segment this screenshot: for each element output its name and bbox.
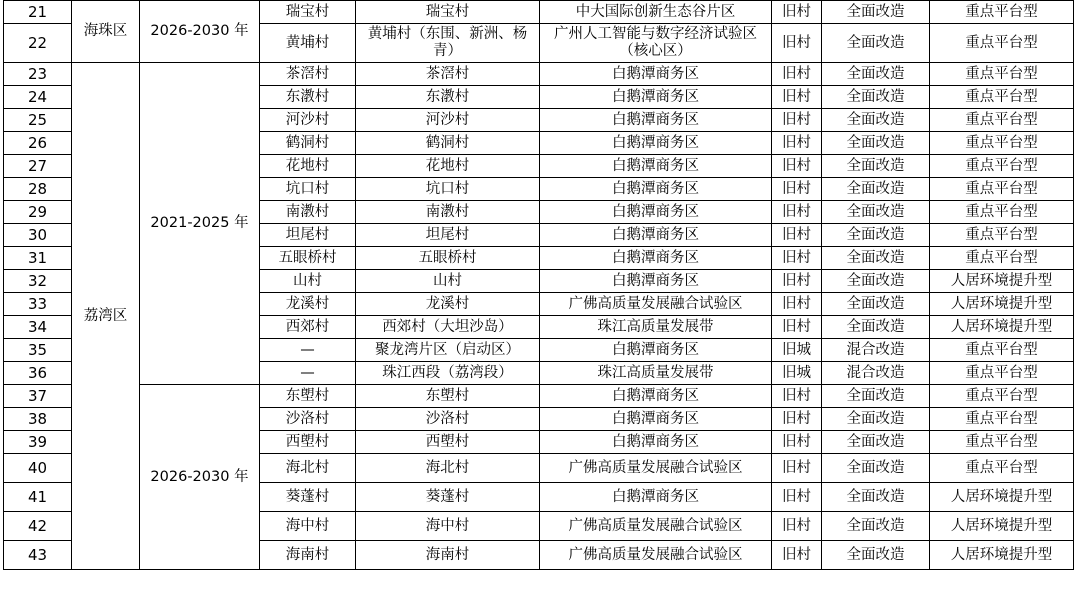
area-cell: 珠江高质量发展带	[540, 362, 772, 385]
period-cell: 2026-2030 年	[140, 1, 260, 63]
class-cell: 旧村	[772, 201, 822, 224]
type-cell: 重点平台型	[930, 362, 1074, 385]
row-number-cell: 36	[4, 362, 72, 385]
row-number-cell: 43	[4, 541, 72, 570]
mode-cell: 全面改造	[822, 247, 930, 270]
type-cell: 重点平台型	[930, 201, 1074, 224]
mode-cell: 全面改造	[822, 408, 930, 431]
scope-cell: 葵蓬村	[356, 483, 540, 512]
mode-cell: 全面改造	[822, 1, 930, 24]
area-cell: 广佛高质量发展融合试验区	[540, 541, 772, 570]
row-number-cell: 35	[4, 339, 72, 362]
scope-cell: 南漖村	[356, 201, 540, 224]
scope-cell: 山村	[356, 270, 540, 293]
scope-cell: 聚龙湾片区（启动区）	[356, 339, 540, 362]
area-cell: 白鹅潭商务区	[540, 63, 772, 86]
village-cell: 海南村	[260, 541, 356, 570]
area-cell: 广佛高质量发展融合试验区	[540, 293, 772, 316]
type-cell: 人居环境提升型	[930, 541, 1074, 570]
area-cell: 白鹅潭商务区	[540, 408, 772, 431]
row-number-cell: 23	[4, 63, 72, 86]
type-cell: 人居环境提升型	[930, 512, 1074, 541]
row-number-cell: 42	[4, 512, 72, 541]
area-cell: 白鹅潭商务区	[540, 224, 772, 247]
scope-cell: 东塱村	[356, 385, 540, 408]
type-cell: 重点平台型	[930, 24, 1074, 63]
village-cell: 瑞宝村	[260, 1, 356, 24]
mode-cell: 全面改造	[822, 109, 930, 132]
class-cell: 旧村	[772, 293, 822, 316]
row-number-cell: 27	[4, 155, 72, 178]
row-number-cell: 26	[4, 132, 72, 155]
village-cell: 南漖村	[260, 201, 356, 224]
district-cell: 荔湾区	[72, 63, 140, 570]
class-cell: 旧城	[772, 362, 822, 385]
area-cell: 白鹅潭商务区	[540, 483, 772, 512]
period-cell: 2021-2025 年	[140, 63, 260, 385]
area-cell: 白鹅潭商务区	[540, 132, 772, 155]
village-cell: 西郊村	[260, 316, 356, 339]
row-number-cell: 41	[4, 483, 72, 512]
class-cell: 旧村	[772, 224, 822, 247]
row-number-cell: 21	[4, 1, 72, 24]
area-cell: 白鹅潭商务区	[540, 178, 772, 201]
class-cell: 旧村	[772, 408, 822, 431]
scope-cell: 坦尾村	[356, 224, 540, 247]
village-cell: 西塱村	[260, 431, 356, 454]
mode-cell: 全面改造	[822, 86, 930, 109]
period-cell: 2026-2030 年	[140, 385, 260, 570]
row-number-cell: 25	[4, 109, 72, 132]
mode-cell: 全面改造	[822, 541, 930, 570]
village-cell: 坑口村	[260, 178, 356, 201]
village-cell: 花地村	[260, 155, 356, 178]
village-cell: 黄埔村	[260, 24, 356, 63]
class-cell: 旧村	[772, 63, 822, 86]
mode-cell: 混合改造	[822, 339, 930, 362]
type-cell: 重点平台型	[930, 1, 1074, 24]
row-number-cell: 30	[4, 224, 72, 247]
area-cell: 白鹅潭商务区	[540, 270, 772, 293]
scope-cell: 海中村	[356, 512, 540, 541]
row-number-cell: 22	[4, 24, 72, 63]
scope-cell: 瑞宝村	[356, 1, 540, 24]
row-number-cell: 37	[4, 385, 72, 408]
type-cell: 人居环境提升型	[930, 293, 1074, 316]
type-cell: 重点平台型	[930, 86, 1074, 109]
row-number-cell: 31	[4, 247, 72, 270]
village-cell: 五眼桥村	[260, 247, 356, 270]
table-body	[4, 1, 1074, 570]
type-cell: 重点平台型	[930, 454, 1074, 483]
type-cell: 重点平台型	[930, 109, 1074, 132]
class-cell: 旧村	[772, 270, 822, 293]
class-cell: 旧村	[772, 541, 822, 570]
class-cell: 旧村	[772, 483, 822, 512]
row-number-cell: 33	[4, 293, 72, 316]
mode-cell: 全面改造	[822, 132, 930, 155]
village-cell: 东漖村	[260, 86, 356, 109]
table-row	[4, 63, 1074, 86]
scope-cell: 沙洛村	[356, 408, 540, 431]
class-cell: 旧村	[772, 109, 822, 132]
scope-cell: 茶滘村	[356, 63, 540, 86]
class-cell: 旧城	[772, 339, 822, 362]
village-cell: 河沙村	[260, 109, 356, 132]
area-cell: 白鹅潭商务区	[540, 201, 772, 224]
village-cell: 海中村	[260, 512, 356, 541]
scope-cell: 鹤洞村	[356, 132, 540, 155]
type-cell: 重点平台型	[930, 431, 1074, 454]
village-cell: 山村	[260, 270, 356, 293]
scope-cell: 西郊村（大坦沙岛）	[356, 316, 540, 339]
village-cell: —	[260, 362, 356, 385]
area-cell: 白鹅潭商务区	[540, 155, 772, 178]
class-cell: 旧村	[772, 132, 822, 155]
row-number-cell: 40	[4, 454, 72, 483]
row-number-cell: 29	[4, 201, 72, 224]
area-cell: 广佛高质量发展融合试验区	[540, 512, 772, 541]
type-cell: 重点平台型	[930, 247, 1074, 270]
type-cell: 重点平台型	[930, 224, 1074, 247]
row-number-cell: 32	[4, 270, 72, 293]
type-cell: 重点平台型	[930, 408, 1074, 431]
type-cell: 重点平台型	[930, 339, 1074, 362]
district-cell: 海珠区	[72, 1, 140, 63]
row-number-cell: 28	[4, 178, 72, 201]
class-cell: 旧村	[772, 247, 822, 270]
type-cell: 重点平台型	[930, 132, 1074, 155]
type-cell: 人居环境提升型	[930, 483, 1074, 512]
area-cell: 广州人工智能与数字经济试验区（核心区）	[540, 24, 772, 63]
mode-cell: 全面改造	[822, 178, 930, 201]
village-cell: —	[260, 339, 356, 362]
class-cell: 旧村	[772, 86, 822, 109]
area-cell: 珠江高质量发展带	[540, 316, 772, 339]
scope-cell: 珠江西段（荔湾段）	[356, 362, 540, 385]
area-cell: 白鹅潭商务区	[540, 109, 772, 132]
class-cell: 旧村	[772, 454, 822, 483]
area-cell: 白鹅潭商务区	[540, 86, 772, 109]
row-number-cell: 38	[4, 408, 72, 431]
class-cell: 旧村	[772, 431, 822, 454]
mode-cell: 全面改造	[822, 454, 930, 483]
area-cell: 广佛高质量发展融合试验区	[540, 454, 772, 483]
type-cell: 重点平台型	[930, 155, 1074, 178]
class-cell: 旧村	[772, 24, 822, 63]
scope-cell: 海北村	[356, 454, 540, 483]
scope-cell: 海南村	[356, 541, 540, 570]
area-cell: 白鹅潭商务区	[540, 247, 772, 270]
village-cell: 龙溪村	[260, 293, 356, 316]
class-cell: 旧村	[772, 512, 822, 541]
village-cell: 茶滘村	[260, 63, 356, 86]
renewal-project-table	[3, 0, 1074, 570]
village-cell: 东塱村	[260, 385, 356, 408]
scope-cell: 河沙村	[356, 109, 540, 132]
class-cell: 旧村	[772, 155, 822, 178]
mode-cell: 全面改造	[822, 201, 930, 224]
class-cell: 旧村	[772, 316, 822, 339]
type-cell: 重点平台型	[930, 385, 1074, 408]
type-cell: 人居环境提升型	[930, 270, 1074, 293]
class-cell: 旧村	[772, 385, 822, 408]
area-cell: 白鹅潭商务区	[540, 339, 772, 362]
mode-cell: 全面改造	[822, 512, 930, 541]
scope-cell: 西塱村	[356, 431, 540, 454]
type-cell: 人居环境提升型	[930, 316, 1074, 339]
class-cell: 旧村	[772, 1, 822, 24]
village-cell: 鹤洞村	[260, 132, 356, 155]
row-number-cell: 39	[4, 431, 72, 454]
area-cell: 白鹅潭商务区	[540, 431, 772, 454]
mode-cell: 全面改造	[822, 63, 930, 86]
mode-cell: 全面改造	[822, 270, 930, 293]
area-cell: 中大国际创新生态谷片区	[540, 1, 772, 24]
mode-cell: 全面改造	[822, 431, 930, 454]
mode-cell: 混合改造	[822, 362, 930, 385]
mode-cell: 全面改造	[822, 483, 930, 512]
mode-cell: 全面改造	[822, 316, 930, 339]
area-cell: 白鹅潭商务区	[540, 385, 772, 408]
scope-cell: 龙溪村	[356, 293, 540, 316]
mode-cell: 全面改造	[822, 224, 930, 247]
scope-cell: 坑口村	[356, 178, 540, 201]
row-number-cell: 34	[4, 316, 72, 339]
class-cell: 旧村	[772, 178, 822, 201]
mode-cell: 全面改造	[822, 24, 930, 63]
scope-cell: 东漖村	[356, 86, 540, 109]
scope-cell: 五眼桥村	[356, 247, 540, 270]
type-cell: 重点平台型	[930, 63, 1074, 86]
village-cell: 葵蓬村	[260, 483, 356, 512]
table-row	[4, 385, 1074, 408]
village-cell: 海北村	[260, 454, 356, 483]
scope-cell: 黄埔村（东围、新洲、杨青）	[356, 24, 540, 63]
row-number-cell: 24	[4, 86, 72, 109]
village-cell: 沙洛村	[260, 408, 356, 431]
type-cell: 重点平台型	[930, 178, 1074, 201]
mode-cell: 全面改造	[822, 293, 930, 316]
mode-cell: 全面改造	[822, 385, 930, 408]
mode-cell: 全面改造	[822, 155, 930, 178]
scope-cell: 花地村	[356, 155, 540, 178]
village-cell: 坦尾村	[260, 224, 356, 247]
table-row	[4, 1, 1074, 24]
